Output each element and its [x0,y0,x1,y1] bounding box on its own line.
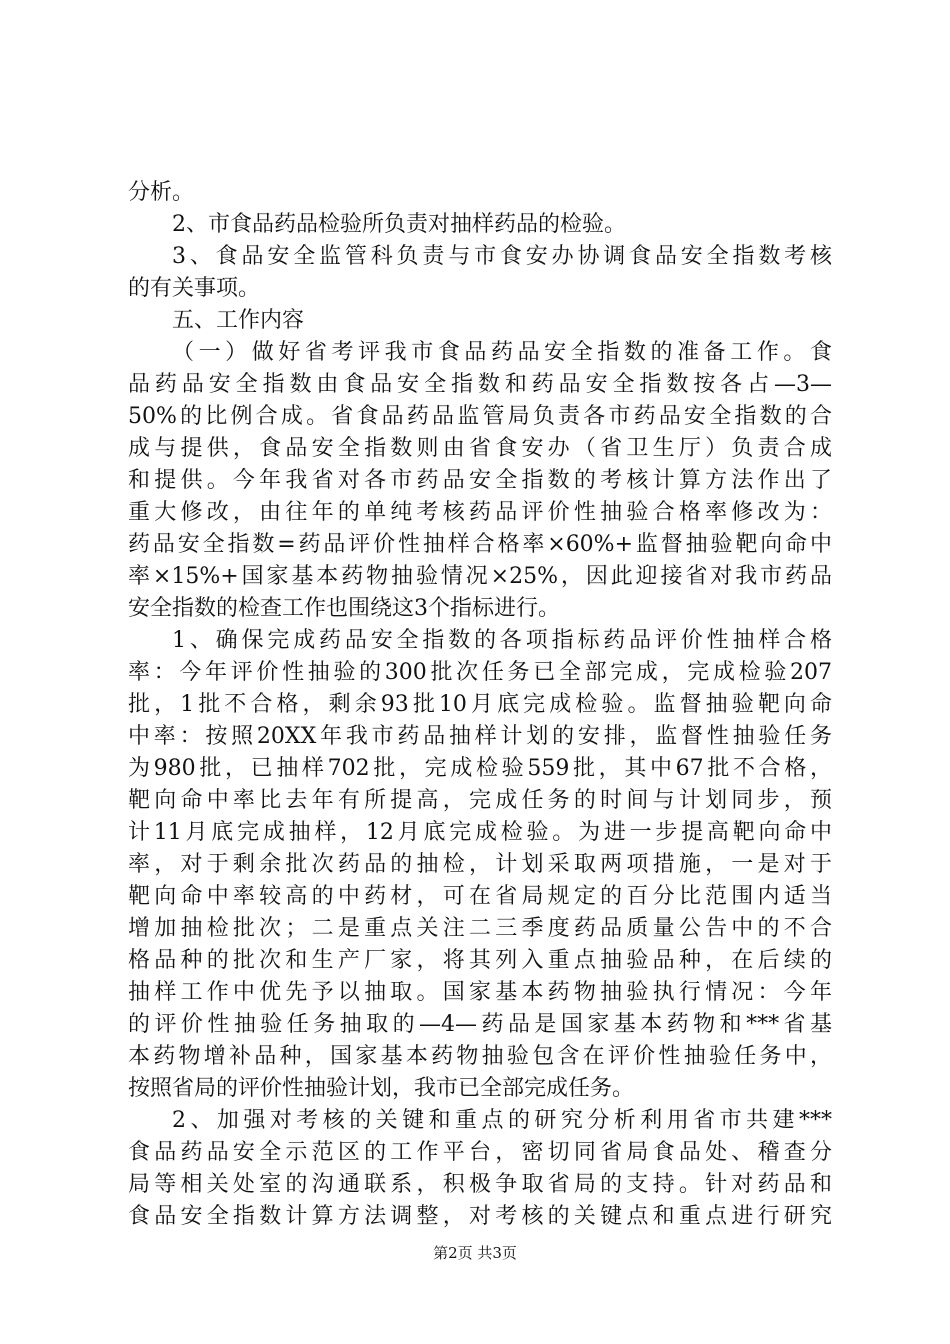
text-line: 抽样工作中优先予以抽取。国家基本药物抽验执行情况：今年 [128,980,832,1005]
text-line: 的有关事项。 [128,276,261,301]
text-line: 局等相关处室的沟通联系，积极争取省局的支持。针对药品和 [128,1172,832,1197]
text-line: 1、确保完成药品安全指数的各项指标药品评价性抽样合格 [172,628,832,653]
document-body [128,177,832,1233]
text-line: 为980批，已抽样702批，完成检验559批，其中67批不合格， [128,756,832,781]
text-line: 率：今年评价性抽验的300批次任务已全部完成，完成检验207 [128,660,832,685]
text-line: 中率：按照20XX年我市药品抽样计划的安排，监督性抽验任务 [128,724,832,749]
text-line: 成与提供，食品安全指数则由省食安办（省卫生厅）负责合成 [128,436,832,461]
text-line: （一）做好省考评我市食品药品安全指数的准备工作。食 [172,340,832,365]
text-line: 食品安全指数计算方法调整，对考核的关键点和重点进行研究 [128,1204,832,1229]
text-line: 50%的比例合成。省食品药品监管局负责各市药品安全指数的合 [128,404,832,429]
text-line: 计11月底完成抽样，12月底完成检验。为进一步提高靶向命中 [128,820,832,845]
text-line: 和提供。今年我省对各市药品安全指数的考核计算方法作出了 [128,468,832,493]
text-line: 3、食品安全监管科负责与市食安办协调食品安全指数考核 [172,244,832,269]
text-line: 靶向命中率比去年有所提高，完成任务的时间与计划同步，预 [128,788,832,813]
text-line: 2、加强对考核的关键和重点的研究分析利用省市共建*** [172,1108,832,1133]
text-line: 安全指数的检查工作也围绕这3个指标进行。 [128,596,560,621]
text-line: 重大修改，由往年的单纯考核药品评价性抽验合格率修改为： [128,500,832,525]
text-line: 格品种的批次和生产厂家，将其列入重点抽验品种，在后续的 [128,948,832,973]
text-line: 食品药品安全示范区的工作平台，密切同省局食品处、稽查分 [128,1140,832,1165]
text-line: 药品安全指数=药品评价性抽样合格率×60%+监督抽验靶向命中 [128,532,832,557]
text-line: 批，1批不合格，剩余93批10月底完成检验。监督抽验靶向命 [128,692,832,717]
text-line: 率，对于剩余批次药品的抽检，计划采取两项措施，一是对于 [128,852,832,877]
text-line: 本药物增补品种，国家基本药物抽验包含在评价性抽验任务中， [128,1044,832,1069]
text-line: 品药品安全指数由食品安全指数和药品安全指数按各占—3— [128,372,832,397]
text-line: 的评价性抽验任务抽取的—4—药品是国家基本药物和***省基 [128,1012,832,1037]
text-line: 按照省局的评价性抽验计划，我市已全部完成任务。 [128,1076,635,1101]
text-line: 2、市食品药品检验所负责对抽样药品的检验。 [172,212,626,237]
text-line: 五、工作内容 [172,308,305,333]
text-line: 靶向命中率较高的中药材，可在省局规定的百分比范围内适当 [128,884,832,909]
text-line: 率×15%+国家基本药物抽验情况×25%，因此迎接省对我市药品 [128,564,832,589]
page-footer: 第2页 共3页 [433,1244,517,1262]
text-line: 增加抽检批次；二是重点关注二三季度药品质量公告中的不合 [128,916,832,941]
text-line: 分析。 [128,180,195,205]
